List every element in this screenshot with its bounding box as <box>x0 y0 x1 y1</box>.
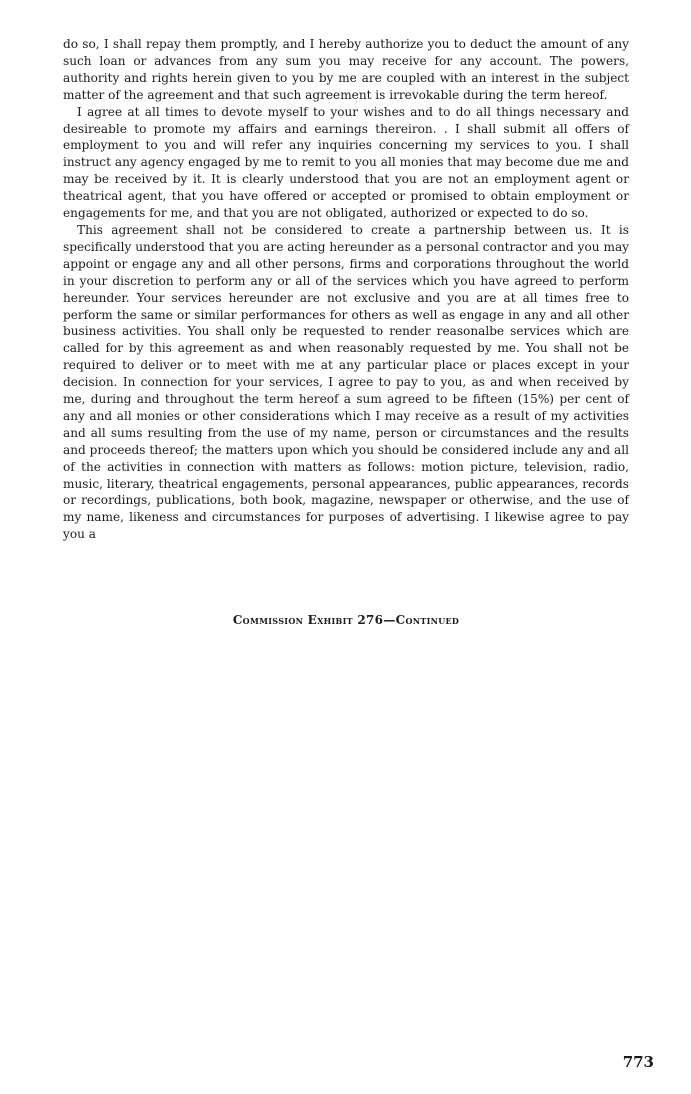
page-number: 773 <box>622 1053 654 1071</box>
paragraph-3: This agreement shall not be considered to create a partnership between us. It is specifically understood that you are acting hereunder as a personal contractor and you may appoint or engage any and all other persons, firms and corporations throughout the world in your discretion to perform any or all of the services which you have agreed to perform hereunder. Your services hereunder are not exclusive and you are at all times free to perform the same or similar performances for others as well as engage in any and all other business activities. You shall only be requested to render reasonalbe services which are called for by this agreement as and when reasonably requested by me. You shall not be required to deliver or to meet with me at any particular place or places except in your decision. In connection for your services, I agree to pay to you, as and when received by me, during and throughout the term hereof a sum agreed to be fifteen (15%) per cent of any and all monies or other considerations which I may receive as a result of my activities and all sums resulting from the use of my name, person or circumstances and the results and proceeds thereof; the matters upon which you should be considered include any and all of the activities in connection with matters as follows: motion picture, television, radio, music, literary, theatrical engagements, personal appearances, public appearances, records or recordings, publications, both book, magazine, newspaper or otherwise, and the use of my name, likeness and circumstances for purposes of advertising. I likewise agree to pay you a <box>63 222 629 542</box>
paragraph-1: do so, I shall repay them promptly, and I hereby authorize you to deduct the amount of any such loan or advances from any sum you may receive for any account. The powers, authority and rights herein given to you by me are coupled with an interest in the subject matter of the agreement and that such agreement is irrevokable during the term hereof. <box>63 37 629 102</box>
document-body <box>63 36 629 543</box>
paragraph-2: I agree at all times to devote myself to your wishes and to do all things necessary and desireable to promote my affairs and earnings thereiron. . I shall submit all offers of employment to you and will refer any inquiries concerning my services to you. I shall instruct any agency engaged by me to remit to you all monies that may become due me and may be received by it. It is clearly understood that you are not an employment agent or theatrical agent, that you have offered or accepted or promised to obtain employment or engagements for me, and that you are not obligated, authorized or expected to do so. <box>63 104 629 221</box>
exhibit-caption: Commission Exhibit 276—Continued <box>232 613 460 627</box>
